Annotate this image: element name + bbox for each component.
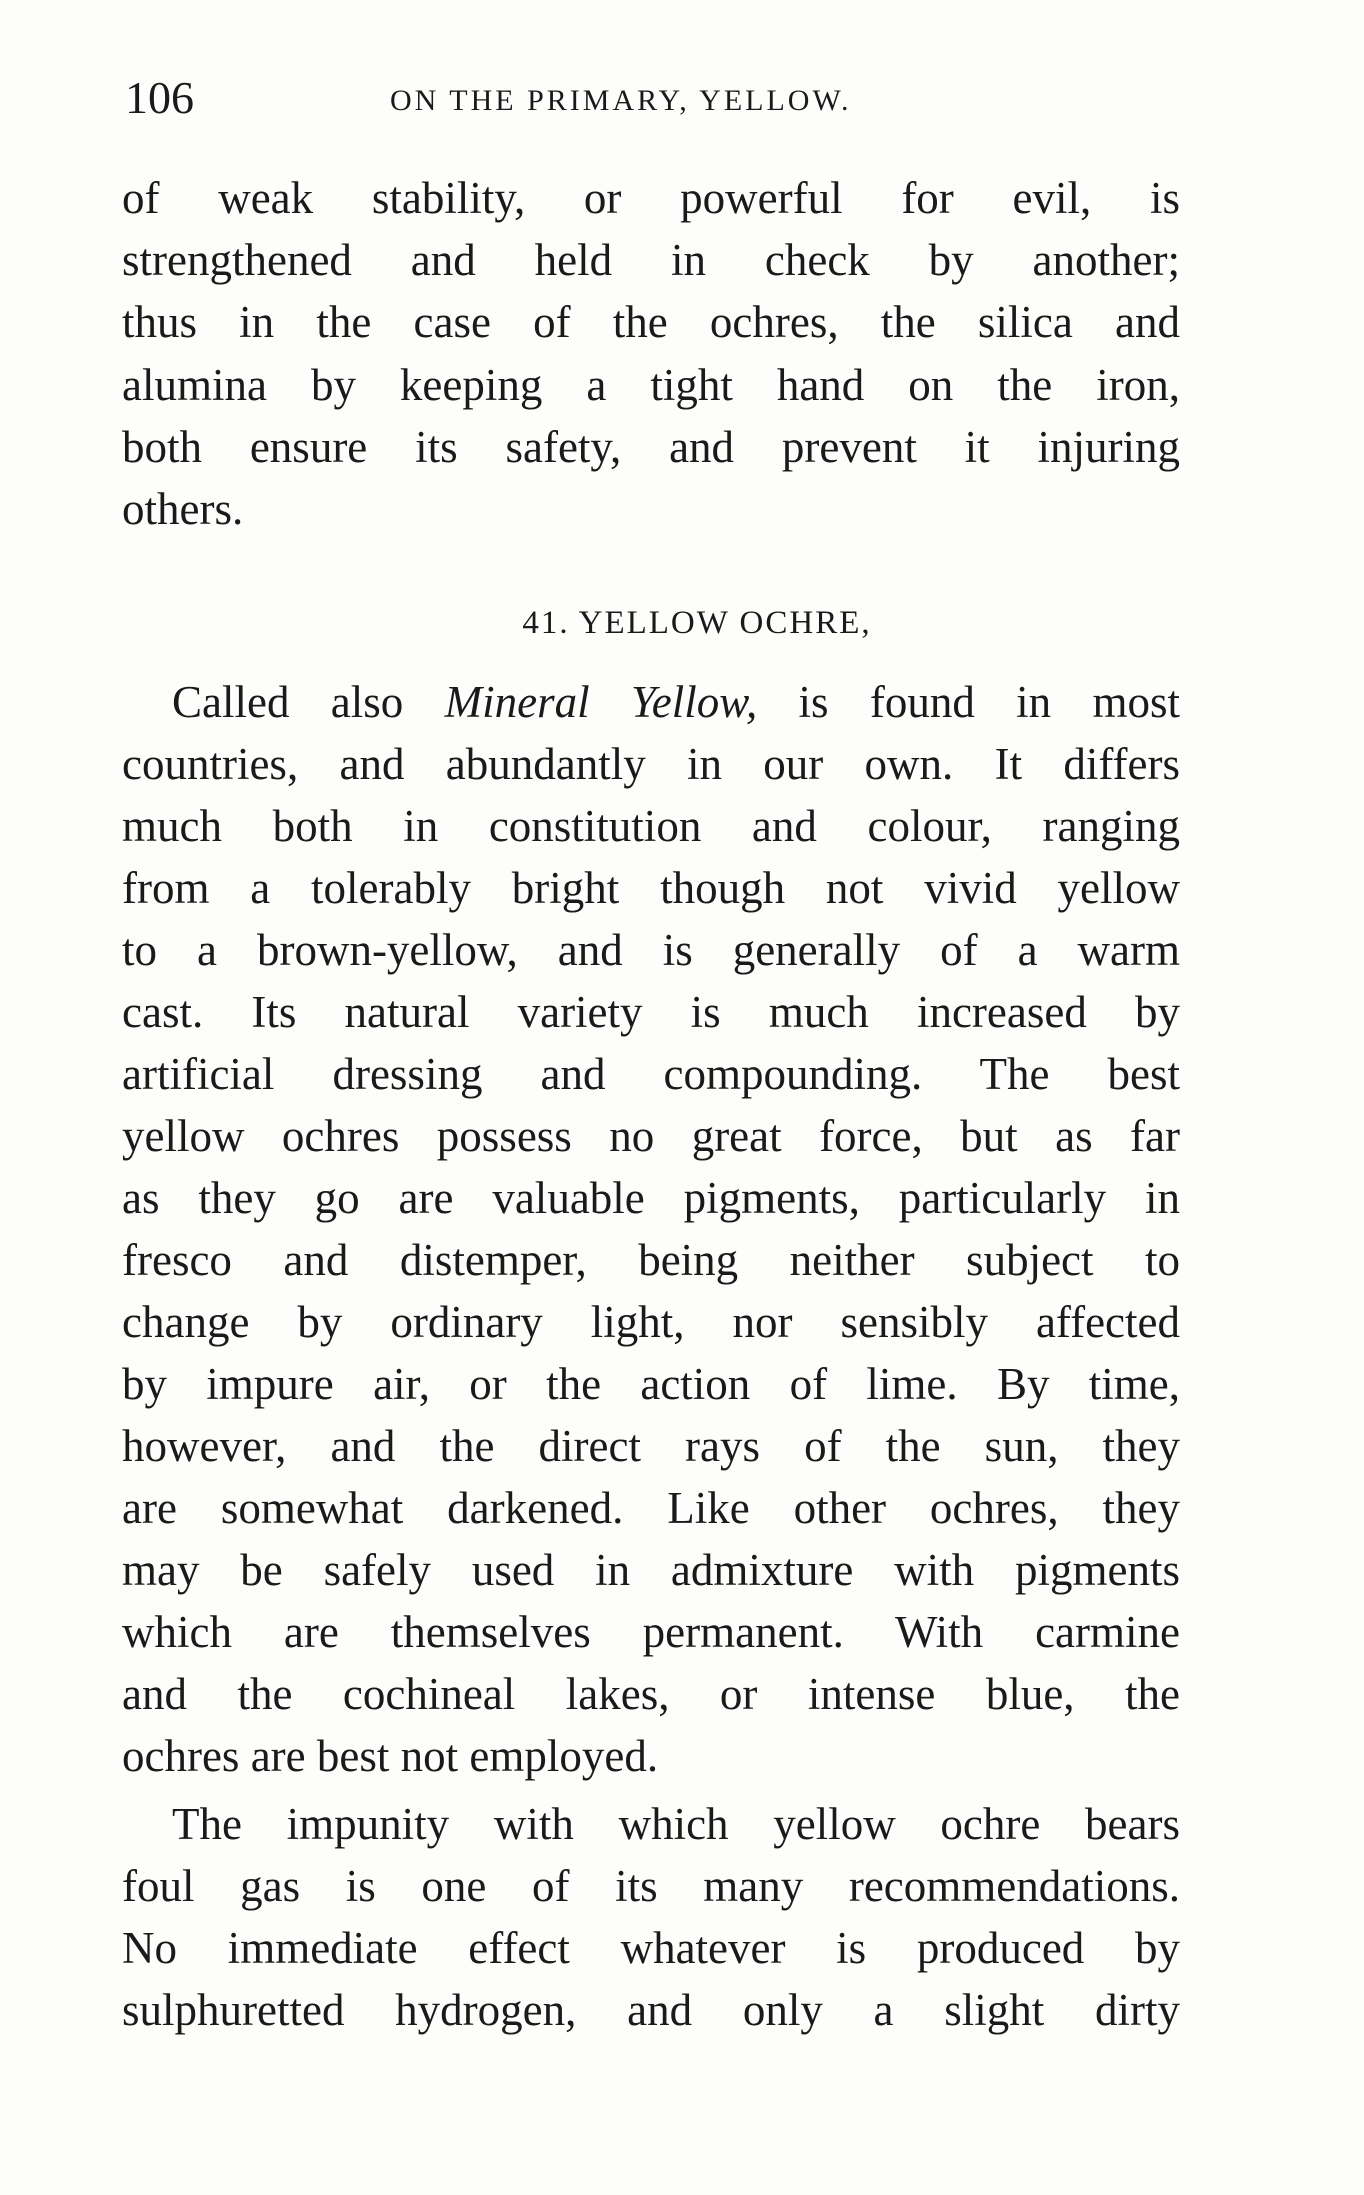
text-line: of weak stability, or powerful for evil, is <box>122 173 1180 223</box>
italic-term: Mineral Yellow, <box>444 677 758 727</box>
section-heading <box>0 598 1364 648</box>
page-number: 106 <box>125 72 194 123</box>
text-line: however, and the direct rays of the sun, they <box>122 1421 1180 1471</box>
text-line: change by ordinary light, nor sensibly affected <box>122 1297 1180 1347</box>
text-line: others. <box>122 484 244 534</box>
text-line: No immediate effect whatever is produced by <box>122 1923 1180 1973</box>
text-line: foul gas is one of its many recommendations. <box>122 1861 1180 1911</box>
text-line: alumina by keeping a tight hand on the iron, <box>122 360 1180 410</box>
section-heading-text: 41. YELLOW OCHRE, <box>522 605 872 641</box>
text-line: sulphuretted hydrogen, and only a slight dirty <box>122 1985 1180 2035</box>
running-header <box>125 68 1185 128</box>
text-line: countries, and abundantly in our own. It differs <box>122 739 1180 789</box>
text-line: both ensure its safety, and prevent it injuring <box>122 422 1180 472</box>
text-line: fresco and distemper, being neither subject to <box>122 1235 1180 1285</box>
text-line: The impunity with which yellow ochre bears <box>172 1799 1180 1849</box>
text-line: may be safely used in admixture with pigments <box>122 1545 1180 1595</box>
text-line: which are themselves permanent. With carmine <box>122 1607 1180 1657</box>
text-line: thus in the case of the ochres, the silica and <box>122 297 1180 347</box>
text-line: artificial dressing and compounding. The best <box>122 1049 1180 1099</box>
text-lead: Called also <box>172 677 404 727</box>
text-line: are somewhat darkened. Like other ochres, they <box>122 1483 1180 1533</box>
text-line: strengthened and held in check by another; <box>122 235 1180 285</box>
running-title: ON THE PRIMARY, YELLOW. <box>390 84 852 117</box>
text-line: as they go are valuable pigments, particularly in <box>122 1173 1180 1223</box>
text-line: yellow ochres possess no great force, but as far <box>122 1111 1180 1161</box>
text-line: much both in constitution and colour, ranging <box>122 801 1180 851</box>
text-tail: is found in most <box>798 677 1180 727</box>
text-line: from a tolerably bright though not vivid yellow <box>122 863 1180 913</box>
text-line-first <box>172 674 1180 730</box>
text-line: by impure air, or the action of lime. By time, <box>122 1359 1180 1409</box>
text-line: and the cochineal lakes, or intense blue, the <box>122 1669 1180 1719</box>
text-line: to a brown-yellow, and is generally of a warm <box>122 925 1180 975</box>
text-line: cast. Its natural variety is much increased by <box>122 987 1180 1037</box>
text-line: ochres are best not employed. <box>122 1731 659 1781</box>
